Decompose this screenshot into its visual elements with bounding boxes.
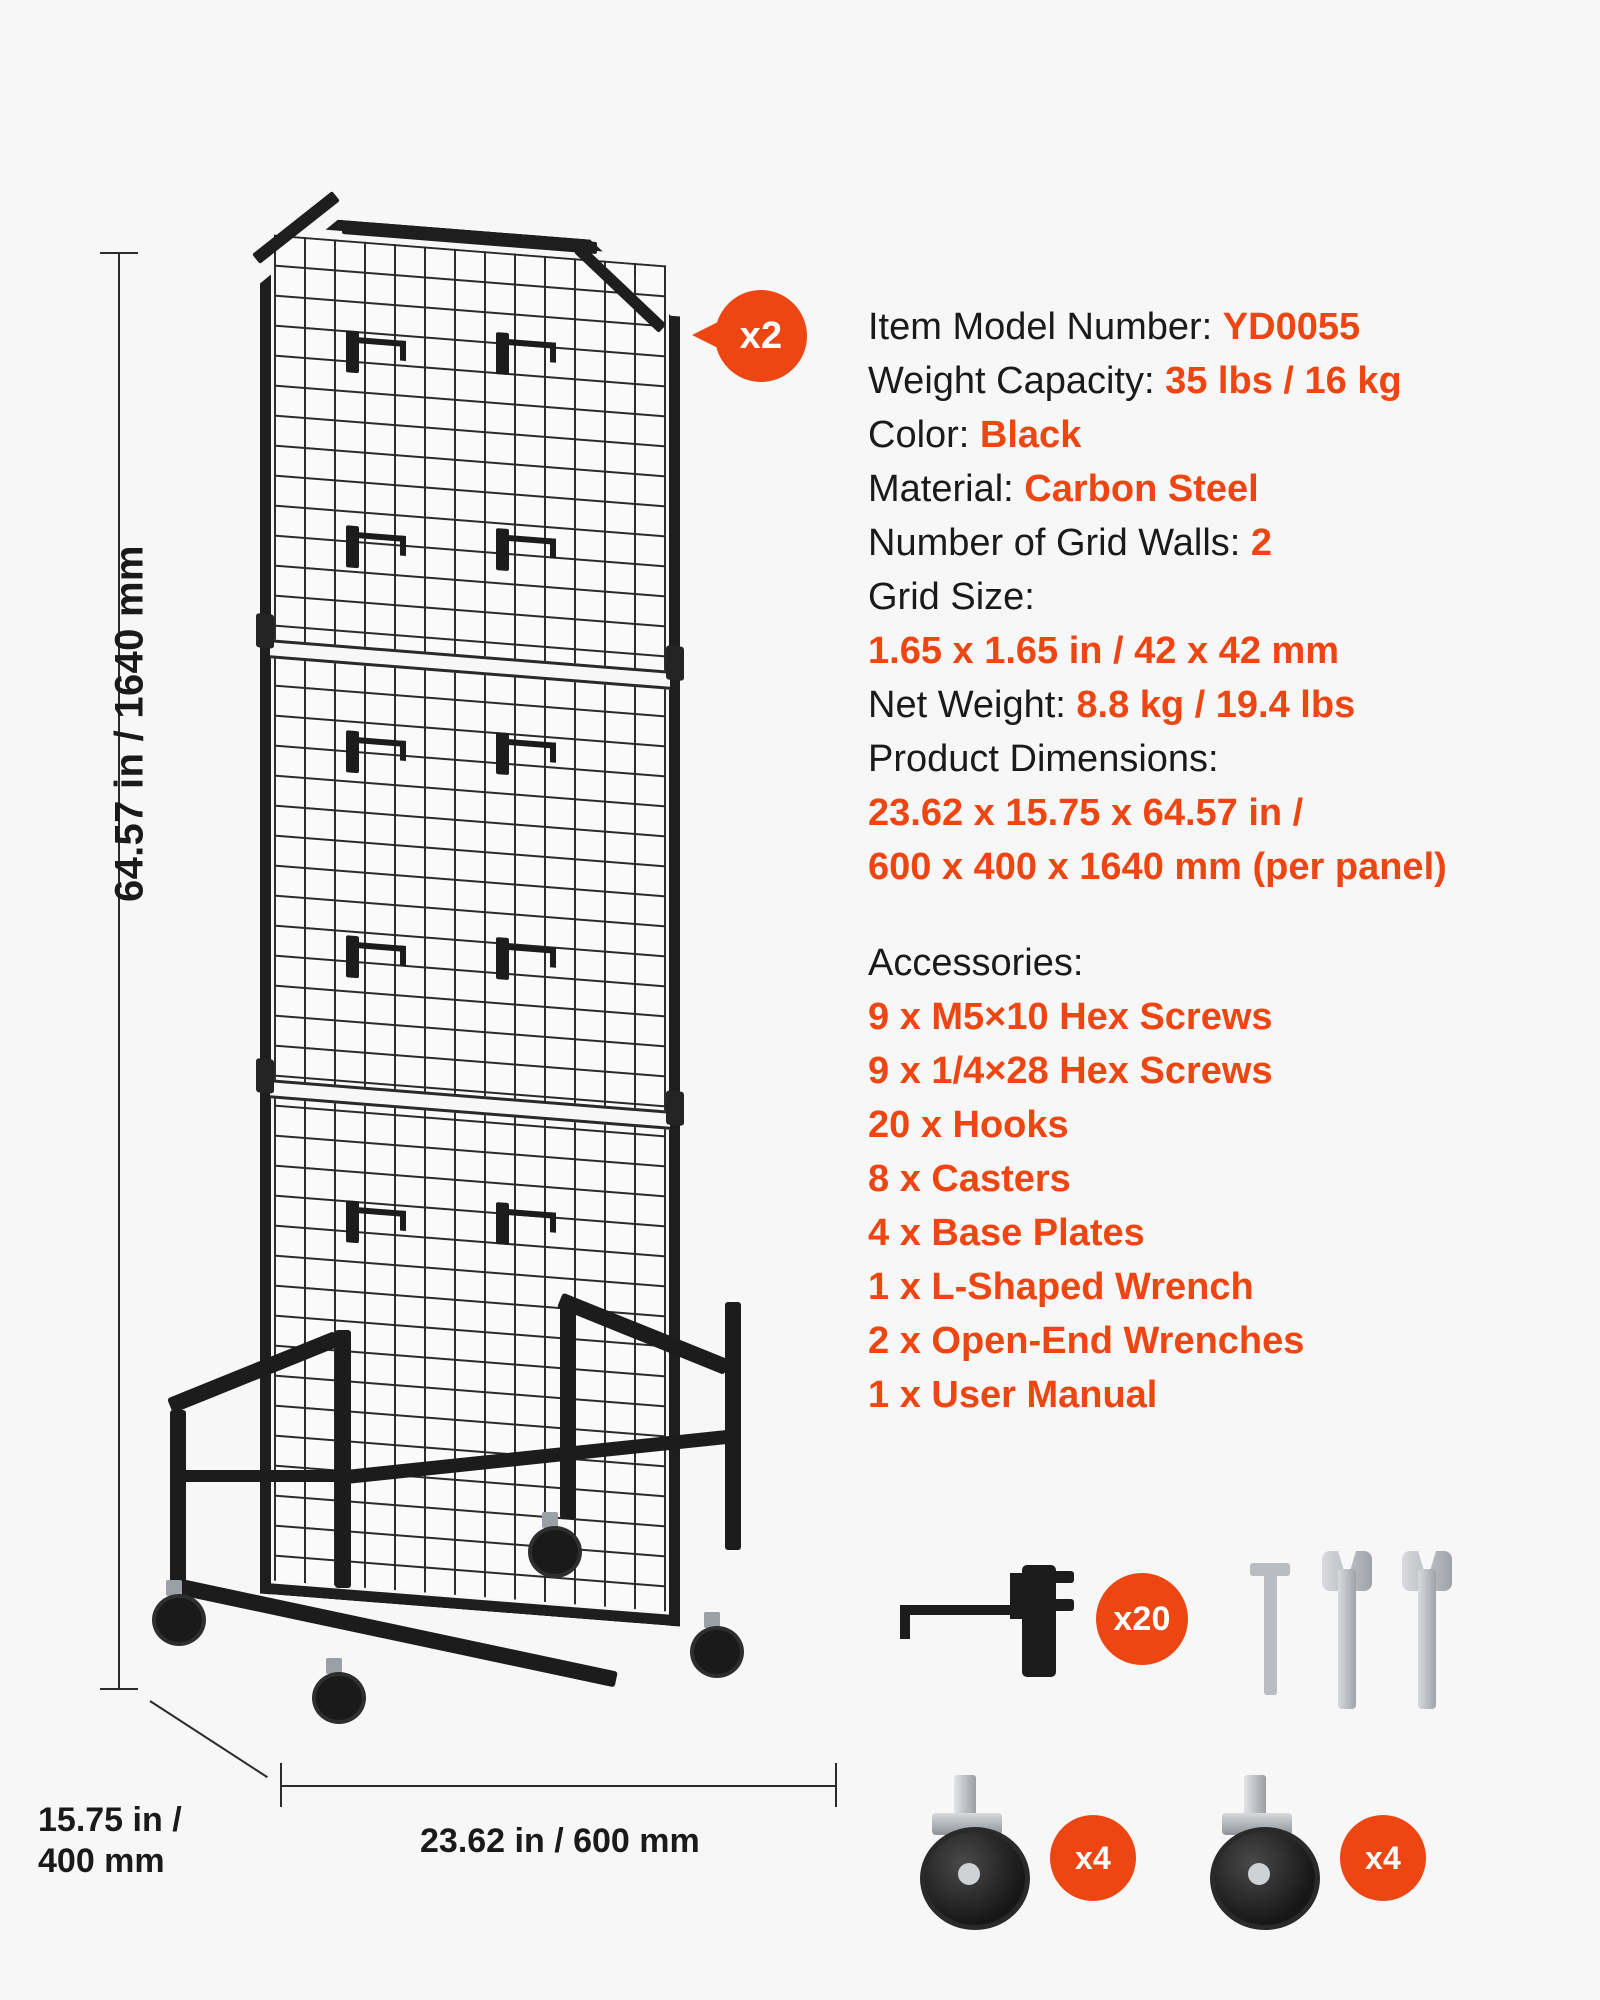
caster-icon: [312, 1658, 358, 1716]
spec-row-grid-size-value: [868, 624, 1588, 678]
spec-row-material: [868, 462, 1588, 516]
panel-connector: [256, 613, 274, 648]
open-end-wrench-icon: [1320, 1551, 1374, 1711]
caster-icon: [910, 1775, 1030, 1920]
accessory-item: 1 x User Manual: [868, 1374, 1158, 1416]
spec-value: 600 x 400 x 1640 mm (per panel): [868, 846, 1447, 888]
base-leg: [560, 1305, 576, 1519]
caster-icon: [152, 1580, 198, 1638]
hook-icon: [346, 525, 406, 576]
hook-icon: [496, 937, 556, 988]
base-leg: [335, 1330, 351, 1588]
l-shaped-wrench-icon: [1250, 1563, 1290, 1703]
caster-icon: [528, 1512, 574, 1570]
spec-value: Carbon Steel: [1024, 468, 1259, 510]
spec-value: YD0055: [1222, 306, 1361, 348]
panel-qty-badge: x2: [715, 290, 807, 382]
specification-list: [868, 300, 1588, 1422]
base-rail-front: [174, 1578, 617, 1687]
spec-value: 23.62 x 15.75 x 64.57 in /: [868, 792, 1304, 834]
caster-a-qty-badge: x4: [1050, 1815, 1136, 1901]
spec-label: Net Weight:: [868, 684, 1077, 726]
hook-icon: [346, 730, 406, 781]
accessory-item: 1 x L-Shaped Wrench: [868, 1266, 1254, 1308]
hooks-qty-badge: x20: [1096, 1573, 1188, 1665]
depth-dimension-line: [149, 1700, 268, 1778]
accessory-item: 9 x M5×10 Hex Screws: [868, 996, 1273, 1038]
spec-label: Number of Grid Walls:: [868, 522, 1251, 564]
accessory-item: 2 x Open-End Wrenches: [868, 1320, 1305, 1362]
spec-label: Grid Size:: [868, 576, 1035, 618]
height-dimension-tick-top: [100, 252, 138, 254]
depth-dimension-label: 15.75 in / 400 mm: [38, 1801, 182, 1880]
base-strut: [167, 1331, 340, 1413]
spec-label: Weight Capacity:: [868, 360, 1166, 402]
spec-value: 2: [1250, 522, 1273, 564]
accessory-item: 20 x Hooks: [868, 1104, 1069, 1146]
spec-value: 8.8 kg / 19.4 lbs: [1076, 684, 1356, 726]
spec-label: Product Dimensions:: [868, 738, 1219, 780]
spec-row-grid-wall-count: [868, 516, 1588, 570]
spec-row-product-dimensions-in: [868, 786, 1588, 840]
hook-icon: [346, 330, 406, 381]
open-end-wrench-icon: [1400, 1551, 1454, 1711]
accessory-illustrations: [900, 1545, 1520, 1965]
spec-label: Item Model Number:: [868, 306, 1223, 348]
spec-label: Material:: [868, 468, 1025, 510]
height-dimension-tick-bottom: [100, 1688, 138, 1690]
caster-icon: [690, 1612, 736, 1670]
width-dimension-tick-right: [835, 1763, 837, 1807]
hook-icon: [496, 732, 556, 783]
spec-row-product-dimensions: [868, 732, 1588, 786]
accessory-item: 9 x 1/4×28 Hex Screws: [868, 1050, 1273, 1092]
accessories-title: Accessories:: [868, 942, 1084, 984]
width-dimension-tick-left: [280, 1763, 282, 1807]
base-leg: [170, 1410, 186, 1588]
accessory-item: 8 x Casters: [868, 1158, 1071, 1200]
hook-icon: [496, 332, 556, 383]
spec-row-weight-capacity: [868, 354, 1588, 408]
base-brace: [176, 1470, 344, 1482]
rolling-base-stand: [160, 1340, 850, 1700]
panel-connector: [666, 645, 684, 680]
height-dimension-label: 64.57 in / 1640 mm: [107, 545, 152, 902]
panel-connector: [256, 1058, 274, 1093]
spec-row-net-weight: [868, 678, 1588, 732]
hook-icon: [496, 1202, 556, 1253]
hook-icon: [346, 935, 406, 986]
caster-icon: [1200, 1775, 1320, 1920]
base-rail-back: [345, 1429, 734, 1484]
hook-icon: [900, 1565, 1090, 1685]
spec-row-color: [868, 408, 1588, 462]
width-dimension-line: [280, 1785, 835, 1787]
spec-row-grid-size: [868, 570, 1588, 624]
accessory-item: 4 x Base Plates: [868, 1212, 1145, 1254]
hook-icon: [496, 528, 556, 579]
caster-b-qty-badge: x4: [1340, 1815, 1426, 1901]
spec-value: Black: [979, 414, 1082, 456]
spec-value: 1.65 x 1.65 in / 42 x 42 mm: [868, 630, 1340, 672]
width-dimension-label: 23.62 in / 600 mm: [420, 1822, 700, 1860]
panel-connector: [666, 1090, 684, 1125]
base-leg: [725, 1302, 741, 1550]
spec-row-model: [868, 300, 1588, 354]
spec-label: Color:: [868, 414, 980, 456]
spec-row-product-dimensions-mm: [868, 840, 1588, 894]
hook-icon: [346, 1200, 406, 1251]
spec-value: 35 lbs / 16 kg: [1165, 360, 1402, 402]
